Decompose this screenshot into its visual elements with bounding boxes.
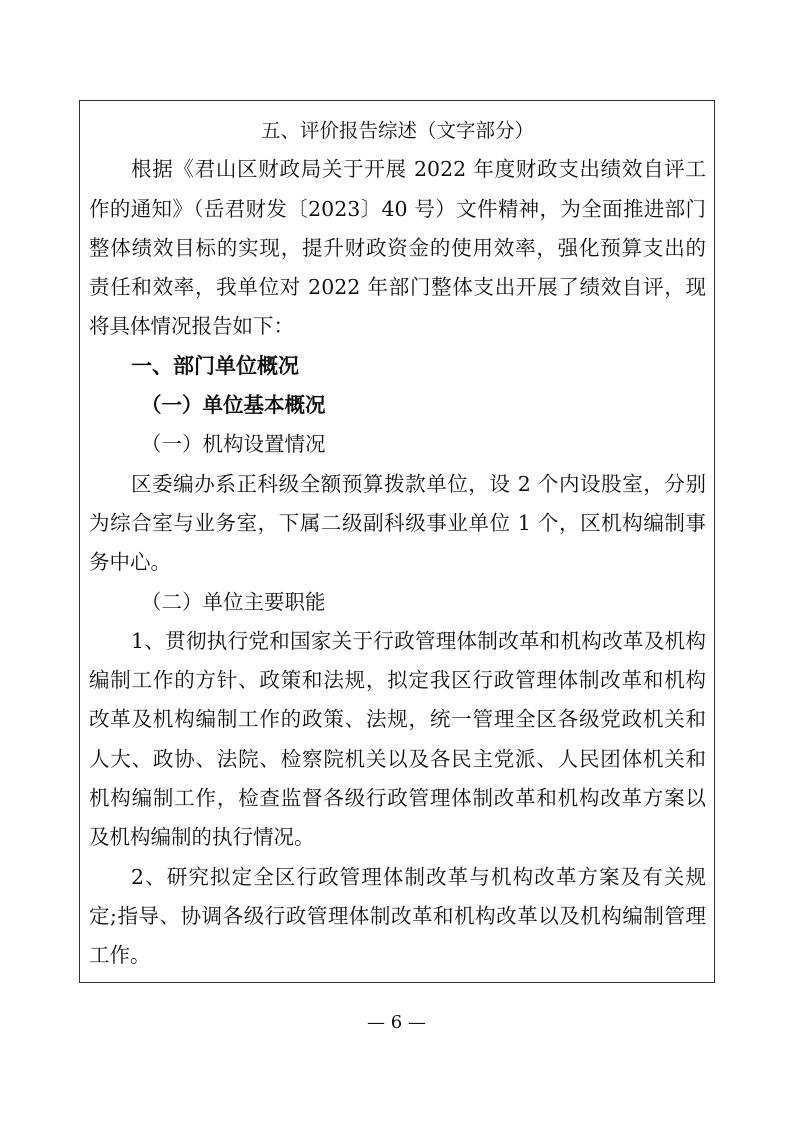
paragraph-line: 编制工作的方针、政策和法规，拟定我区行政管理体制改革和机构	[89, 668, 706, 693]
subheading: （一）机构设置情况	[141, 432, 326, 457]
paragraph-line: 人大、政协、法院、检察院机关以及各民主党派、人民团体机关和	[89, 746, 706, 771]
paragraph-line: 及机构编制的执行情况。	[89, 825, 315, 850]
paragraph-line: 整体绩效目标的实现，提升财政资金的使用效率，强化预算支出的	[89, 235, 706, 260]
subheading: （二）单位主要职能	[141, 589, 326, 614]
heading-2: （一）单位基本概况	[141, 393, 326, 418]
heading-1: 一、部门单位概况	[131, 353, 299, 378]
paragraph-line: 定;指导、协调各级行政管理体制改革和机构改革以及机构编制管理	[89, 903, 706, 928]
section-title: 五、评价报告综述（文字部分）	[260, 119, 534, 142]
paragraph-line: 改革及机构编制工作的政策、法规，统一管理全区各级党政机关和	[89, 707, 706, 732]
paragraph-line: 2、研究拟定全区行政管理体制改革与机构改革方案及有关规	[131, 864, 706, 889]
paragraph-line: 工作。	[89, 943, 151, 968]
report-summary-box	[79, 100, 715, 983]
paragraph-line: 1、贯彻执行党和国家关于行政管理体制改革和机构改革及机构	[131, 628, 706, 653]
paragraph-line: 务中心。	[89, 550, 171, 575]
paragraph-line: 根据《君山区财政局关于开展 2022 年度财政支出绩效自评工	[131, 157, 706, 182]
page-number: — 6 —	[367, 1012, 426, 1033]
paragraph-line: 区委编办系正科级全额预算拨款单位，设 2 个内设股室，分别	[131, 471, 706, 496]
paragraph-line: 作的通知》（岳君财发〔2023〕40 号）文件精神，为全面推进部门	[89, 196, 706, 221]
paragraph-line: 将具体情况报告如下：	[89, 314, 294, 339]
paragraph-line: 为综合室与业务室，下属二级副科级事业单位 1 个，区机构编制事	[89, 510, 706, 535]
paragraph-line: 责任和效率，我单位对 2022 年部门整体支出开展了绩效自评，现	[89, 275, 706, 300]
paragraph-line: 机构编制工作，检查监督各级行政管理体制改革和机构改革方案以	[89, 786, 706, 811]
